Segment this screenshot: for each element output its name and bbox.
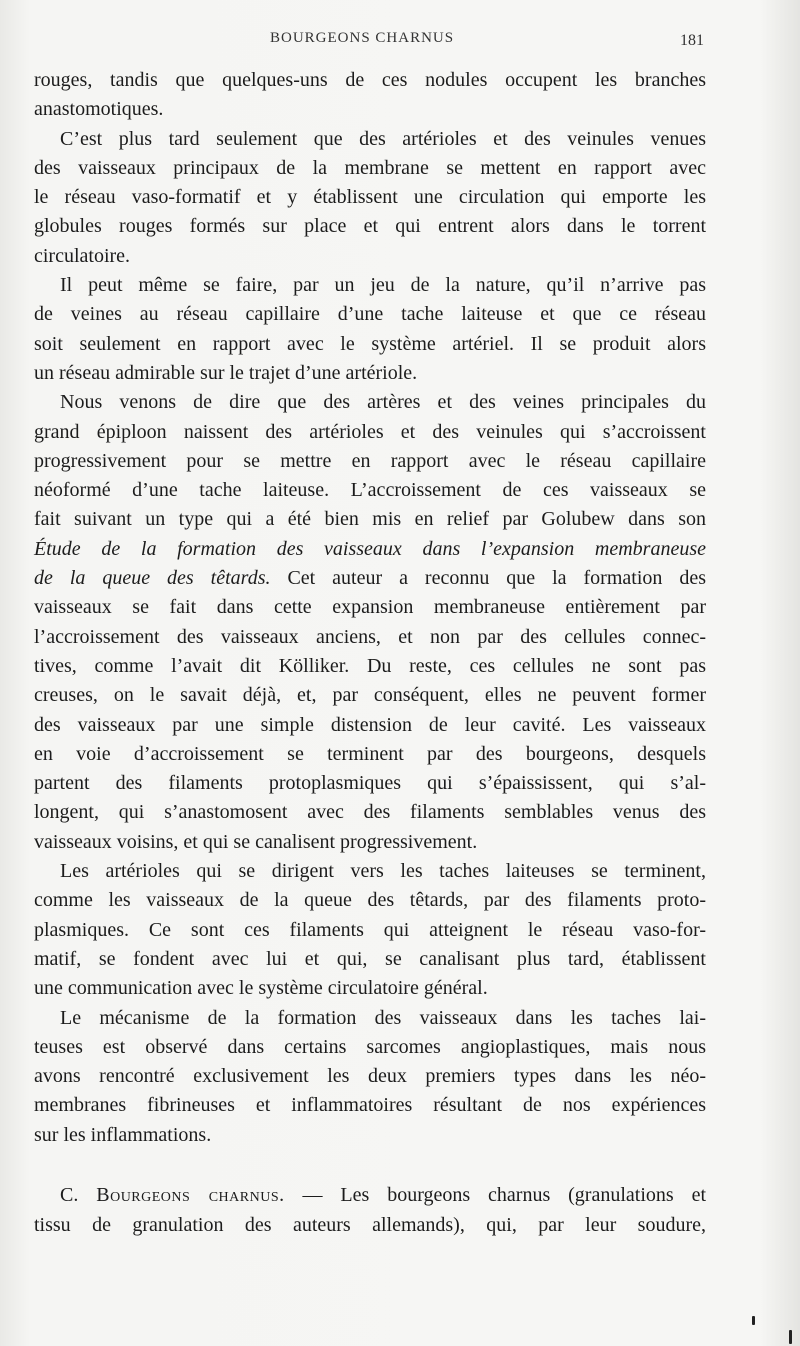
text-line: néoformé d’une tache laiteuse. L’accroissement de ces vaisseaux se — [34, 479, 706, 502]
italic-title-end: de la queue des têtards. — [34, 567, 271, 590]
section-second-line: tissu de granulation des auteurs allemands), qui, par leur soudure, — [34, 1214, 706, 1236]
text-line: plasmiques. Ce sont ces filaments qui atteignent le réseau vaso-for- — [34, 918, 706, 941]
text-line: comme les vaisseaux de la queue des têtards, par des filaments proto- — [34, 889, 706, 912]
text-line: tives, comme l’avait dit Kölliker. Du reste, ces cellules ne sont pas — [34, 654, 706, 677]
paragraph-continued — [34, 66, 706, 125]
text-line: grand épiploon naissent des artérioles et des veinules qui s’accroissent — [34, 420, 706, 443]
paragraph — [34, 271, 706, 388]
page-header — [0, 28, 800, 52]
text-line: C’est plus tard seulement que des artérioles et des veinules venues — [60, 127, 706, 150]
body-text — [34, 66, 706, 1150]
text-line: de veines au réseau capillaire d’une tache laiteuse et que ce réseau — [34, 303, 706, 326]
text-line: un réseau admirable sur le trajet d’une artériole. — [34, 361, 418, 384]
text-line: avons rencontré exclusivement les deux premiers types dans les néo- — [34, 1065, 706, 1088]
text-line: teuses est observé dans certains sarcomes angioplastiques, mais nous — [34, 1035, 706, 1058]
scan-speck — [752, 1316, 755, 1325]
text-line: anastomotiques. — [34, 98, 164, 121]
paragraph — [34, 857, 706, 1003]
text-line: soit seulement en rapport avec le système artériel. Il se produit alors — [34, 332, 706, 355]
text-line: Les artérioles qui se dirigent vers les taches laiteuses se terminent, — [60, 860, 706, 883]
running-title: BOURGEONS CHARNUS — [270, 30, 455, 46]
text-line: matif, se fondent avec lui et qui, se canalisant plus tard, établissent — [34, 947, 706, 970]
text-line: vaisseaux se fait dans cette expansion membraneuse entièrement par — [34, 596, 706, 619]
text-line: longent, qui s’anastomosent avec des filaments semblables venus des — [34, 801, 706, 824]
text-line: en voie d’accroissement se terminent par des bourgeons, desquels — [34, 742, 706, 765]
text-line: Il peut même se faire, par un jeu de la nature, qu’il n’arrive pas — [60, 274, 706, 297]
text-fragment: Cet auteur a reconnu que la formation des — [270, 567, 706, 590]
section-first-line — [34, 1180, 706, 1210]
text-line: membranes fibrineuses et inflammatoires résultant de nos expériences — [34, 1094, 706, 1117]
section-first-line-rest: — Les bourgeons charnus (granulations et — [284, 1184, 706, 1206]
text-line-italic — [34, 535, 706, 564]
text-line: circulatoire. — [34, 244, 131, 267]
italic-title: Étude de la formation des vaisseaux dans l’expansion membraneuse — [34, 537, 706, 560]
section-title: Bourgeons charnus. — [96, 1184, 285, 1206]
text-line: progressivement pour se mettre en rapport avec le réseau capillaire — [34, 449, 706, 472]
text-line: Le mécanisme de la formation des vaisseaux dans les taches lai- — [60, 1006, 706, 1029]
text-line: globules rouges formés sur place et qui entrent alors dans le torrent — [34, 215, 706, 238]
text-line: Nous venons de dire que des artères et des veines principales du — [60, 391, 706, 414]
text-line: partent des filaments protoplasmiques qui s’épaississent, qui s’al- — [34, 772, 706, 795]
paragraph — [34, 125, 706, 271]
paragraph — [34, 1004, 706, 1150]
scan-speck — [789, 1330, 792, 1344]
text-line: une communication avec le système circulatoire général. — [34, 977, 488, 1000]
text-line: vaisseaux voisins, et qui se canalisent progressivement. — [34, 830, 478, 853]
paragraph — [34, 388, 706, 857]
text-line: le réseau vaso-formatif et y établissent une circulation qui emporte les — [34, 186, 706, 209]
text-line — [34, 564, 706, 593]
text-line: fait suivant un type qui a été bien mis en relief par Golubew dans son — [34, 508, 706, 531]
section-label: C. — [60, 1184, 79, 1206]
text-line: creuses, on le savait déjà, et, par conséquent, elles ne peuvent former — [34, 684, 706, 707]
text-line: des vaisseaux principaux de la membrane se mettent en rapport avec — [34, 156, 706, 179]
section-heading-block — [34, 1180, 706, 1240]
text-line: l’accroissement des vaisseaux anciens, et non par des cellules connec- — [34, 625, 706, 648]
text-line: des vaisseaux par une simple distension de leur cavité. Les vaisseaux — [34, 713, 706, 736]
text-line: rouges, tandis que quelques-uns de ces nodules occupent les branches — [34, 69, 706, 91]
page-number: 181 — [680, 32, 704, 49]
text-line: sur les inflammations. — [34, 1123, 212, 1146]
